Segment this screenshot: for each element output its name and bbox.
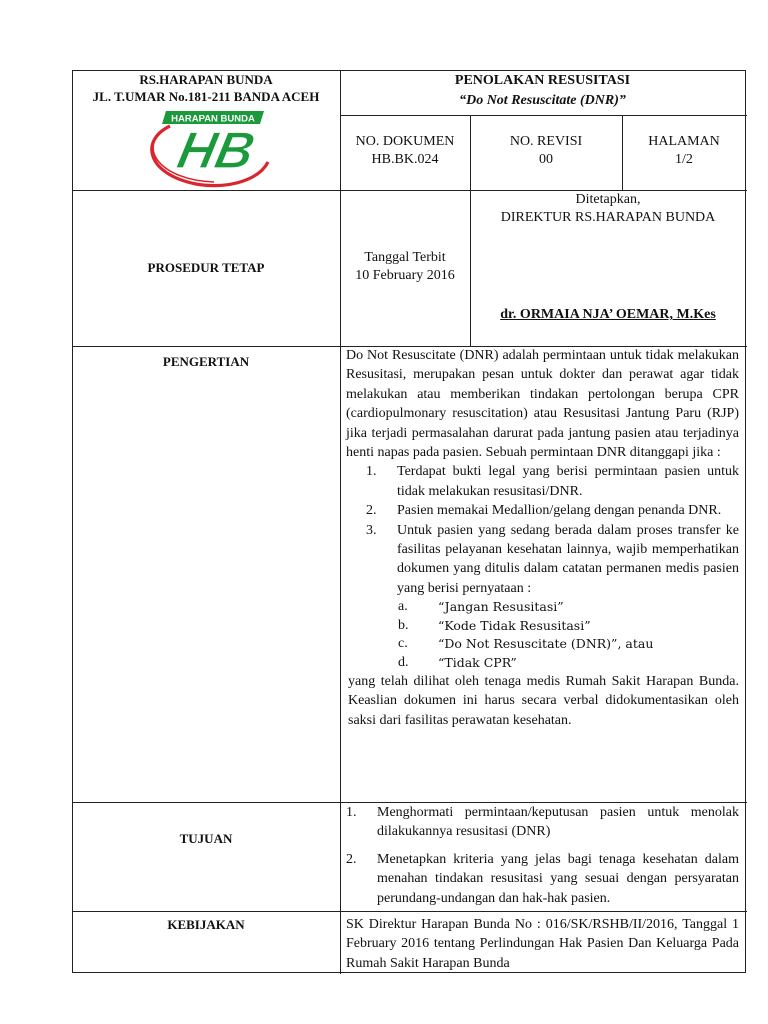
- hospital-address: JL. T.UMAR No.181-211 BANDA ACEH: [92, 89, 320, 104]
- hospital-logo: [136, 104, 276, 190]
- pengertian-label: PENGERTIAN: [162, 354, 250, 369]
- logo-letters: HB: [172, 121, 260, 180]
- signer-name: dr. ORMAIA NJA’ OEMAR, M.Kes: [500, 307, 716, 322]
- pernyataan-item: a. “Jangan Resusitasi”: [398, 599, 564, 615]
- document-title: PENOLAKAN RESUSITASI: [454, 73, 631, 88]
- pengertian-item: 1. Terdapat bukti legal yang berisi permintaan pasien untuk tidak melakukan resusitasi/DNR.: [366, 464, 739, 499]
- hospital-name: RS.HARAPAN BUNDA: [139, 72, 273, 87]
- tujuan-item: 1. Menghormati permintaan/keputusan pasien untuk menolak dilakukannya resusitasi (DNR): [346, 805, 739, 840]
- halaman-label: HALAMAN: [648, 134, 720, 149]
- pengertian-intro: Do Not Resuscitate (DNR) adalah permintaan untuk tidak melakukan Resusitasi, merupakan pesan untuk dokter dan perawat agar tidak melakukan atau memberikan tindakan pertolongan berupa CPR (cardiopulmonary resuscitation) atau Resusitasi Jantung Paru (RJP) jika terjadi permasalahan darurat pada jantung pasien atau terjadinya henti napas pada pasien. Sebuah permintaan DNR ditanggapi jika :: [346, 348, 739, 461]
- pernyataan-item: d. “Tidak CPR”: [398, 654, 517, 670]
- no-revisi-label: NO. REVISI: [509, 134, 583, 149]
- pengertian-item: 3. Untuk pasien yang sedang berada dalam proses transfer ke fasilitas pelayanan kesehatan lainnya, wajib memperhatikan dokumen yang ditulis dalam catatan permanen medis pasien yang berisi pernyataan :: [366, 522, 739, 596]
- tujuan-list: [346, 803, 739, 908]
- prosedur-tetap-label: PROSEDUR TETAP: [147, 260, 265, 275]
- pernyataan-list: [398, 598, 739, 672]
- kebijakan-label: KEBIJAKAN: [167, 917, 245, 932]
- halaman-value: 1/2: [675, 152, 693, 167]
- no-dokumen-label: NO. DOKUMEN: [355, 134, 455, 149]
- ditetapkan-text: Ditetapkan,: [575, 192, 641, 207]
- no-dokumen-value: HB.BK.024: [371, 152, 439, 167]
- document-subtitle: “Do Not Resuscitate (DNR)”: [459, 93, 626, 108]
- tanggal-terbit-value: 10 February 2016: [355, 268, 455, 283]
- tujuan-label: TUJUAN: [179, 831, 233, 846]
- pengertian-closing: yang telah dilihat oleh tenaga medis Rumah Sakit Harapan Bunda. Keaslian dokumen ini harus secara verbal didokumentasikan oleh saksi dari fasilitas perawatan kesehatan.: [348, 673, 739, 728]
- no-revisi-value: 00: [539, 152, 553, 167]
- pengertian-item: 2. Pasien memakai Medallion/gelang dengan penanda DNR.: [366, 503, 722, 519]
- logo-banner-text: HARAPAN BUNDA: [171, 113, 255, 125]
- pengertian-list: [366, 462, 739, 598]
- pernyataan-item: c. “Do Not Resuscitate (DNR)”, atau: [398, 636, 654, 652]
- tujuan-item: 2. Menetapkan kriteria yang jelas bagi tenaga kesehatan dalam menahan tindakan resusitasi yang sesuai dengan persyaratan perundang-undangan dan hak-hak pasien.: [346, 851, 739, 906]
- kebijakan-text: SK Direktur Harapan Bunda No : 016/SK/RSHB/II/2016, Tanggal 1 February 2016 tentang Perlindungan Hak Pasien Dan Keluarga Pada Rumah Sakit Harapan Bunda: [346, 917, 739, 971]
- pernyataan-item: b. “Kode Tidak Resusitasi”: [398, 617, 591, 633]
- direktur-title: DIREKTUR RS.HARAPAN BUNDA: [500, 210, 716, 225]
- tanggal-terbit-label: Tanggal Terbit: [364, 250, 446, 265]
- pengertian-content: [346, 346, 739, 730]
- tujuan-content: [346, 803, 739, 908]
